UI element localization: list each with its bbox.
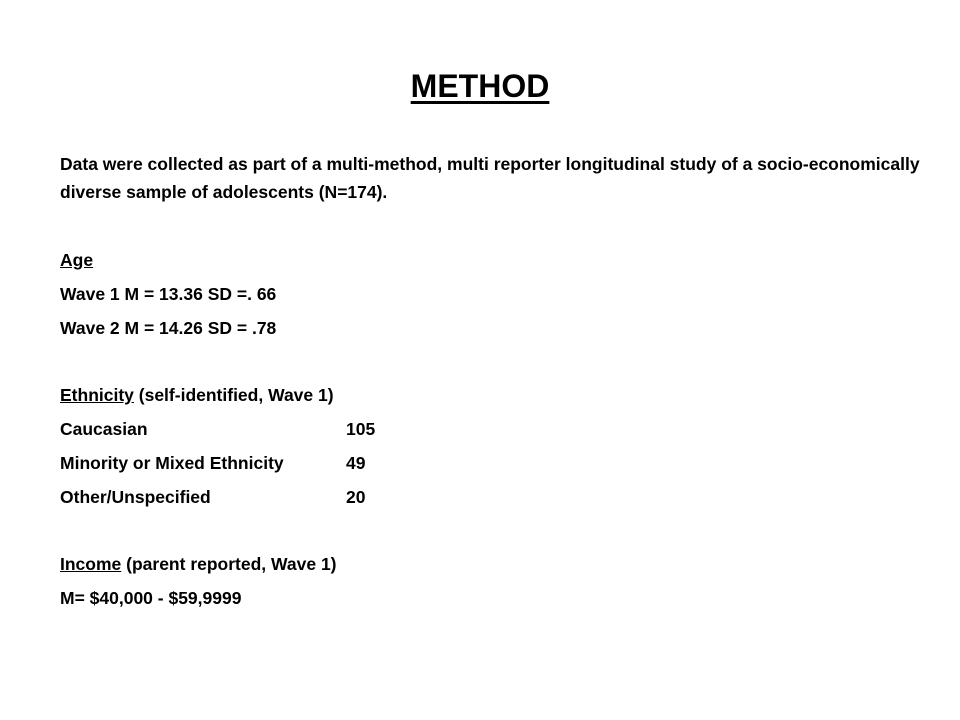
ethnicity-count: 49 — [346, 453, 366, 473]
age-wave2: Wave 2 M = 14.26 SD = .78 — [60, 318, 277, 338]
ethnicity-label: Caucasian — [60, 419, 148, 439]
page-title: METHOD — [410, 68, 550, 104]
income-value: M= $40,000 - $59,9999 — [60, 588, 242, 608]
ethnicity-heading: Ethnicity — [60, 385, 134, 405]
ethnicity-heading-line — [60, 385, 334, 406]
income-heading-line — [60, 554, 337, 575]
income-heading: Income — [60, 554, 122, 574]
ethnicity-heading-note: (self-identified, Wave 1) — [133, 385, 334, 405]
ethnicity-label: Minority or Mixed Ethnicity — [60, 453, 284, 473]
ethnicity-label: Other/Unspecified — [60, 487, 211, 507]
age-heading: Age — [60, 250, 94, 270]
age-wave1: Wave 1 M = 13.36 SD =. 66 — [60, 284, 277, 304]
intro-paragraph: Data were collected as part of a multi-method, multi reporter longitudinal study of a socio-economically diverse sample of adolescents (N=174). — [60, 154, 920, 202]
ethnicity-count: 105 — [346, 419, 376, 439]
ethnicity-count: 20 — [346, 487, 366, 507]
income-heading-note: (parent reported, Wave 1) — [121, 554, 337, 574]
